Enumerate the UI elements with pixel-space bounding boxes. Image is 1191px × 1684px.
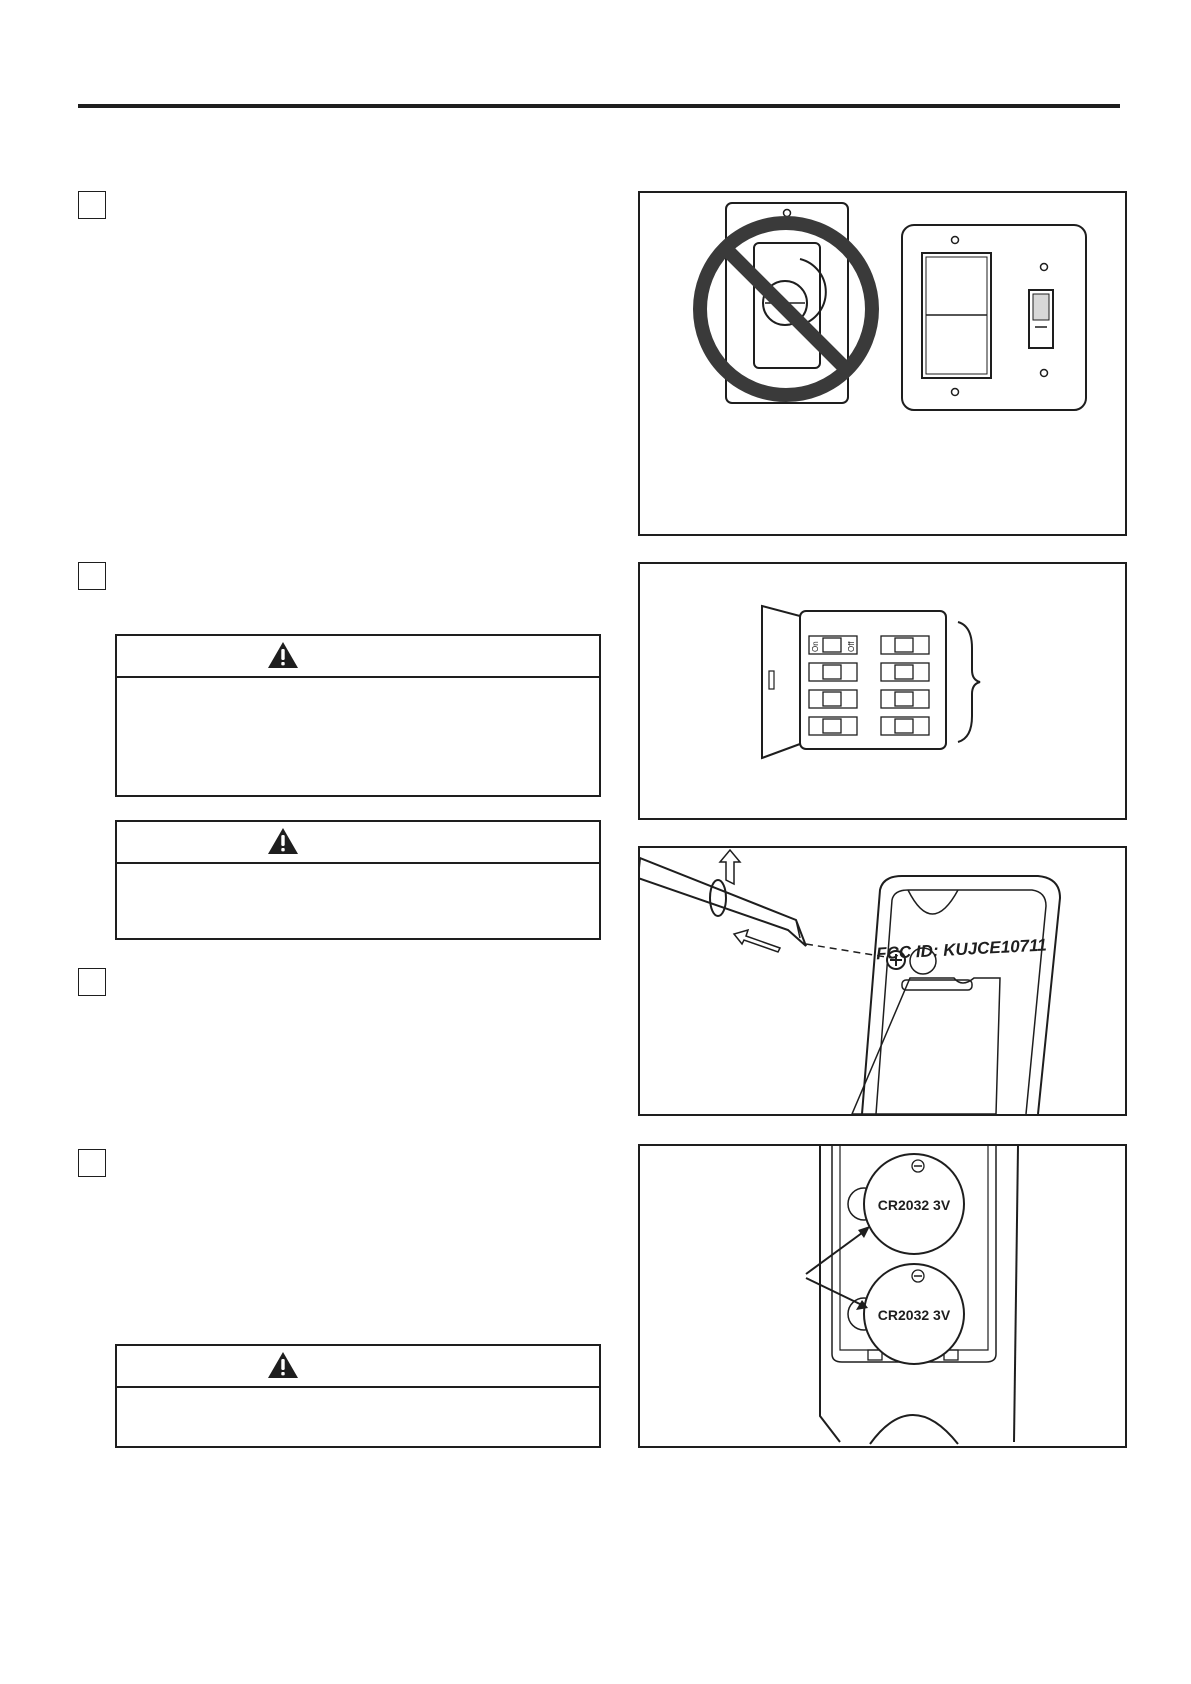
step-2-checkbox[interactable] [78,562,106,590]
pointer-arrows-icon [806,1226,870,1310]
breaker-on-label: On [811,641,820,652]
header-rule [78,104,1120,108]
figure-wall-controls [638,191,1127,536]
warning-box-2 [115,820,601,940]
breaker-panel-illustration [762,606,980,758]
battery-2 [848,1264,964,1364]
warning-triangle-icon [267,1351,299,1379]
warning-header [117,1346,599,1388]
wall-switch-illustration [902,225,1086,410]
figure-remote-cover [638,846,1127,1116]
figure-breaker-panel [638,562,1127,820]
figure-batteries [638,1144,1127,1448]
battery-1 [848,1154,964,1254]
warning-box-1 [115,634,601,797]
warning-header [117,636,599,678]
fcc-id-label: FCC ID: KUJCE10711 [875,935,1048,964]
warning-triangle-icon [267,827,299,855]
battery-1-label: CR2032 3V [877,1197,951,1213]
step-3-checkbox[interactable] [78,968,106,996]
step-1-checkbox[interactable] [78,191,106,219]
breaker-off-label: Off [847,641,856,652]
warning-triangle-icon [267,641,299,669]
insert-arrow-icon [734,930,780,952]
turn-arrow-icon [720,850,740,884]
warning-header [117,822,599,864]
step-4-checkbox[interactable] [78,1149,106,1177]
battery-2-label: CR2032 3V [877,1307,951,1323]
remote-back-illustration [852,876,1060,1114]
warning-box-3 [115,1344,601,1448]
